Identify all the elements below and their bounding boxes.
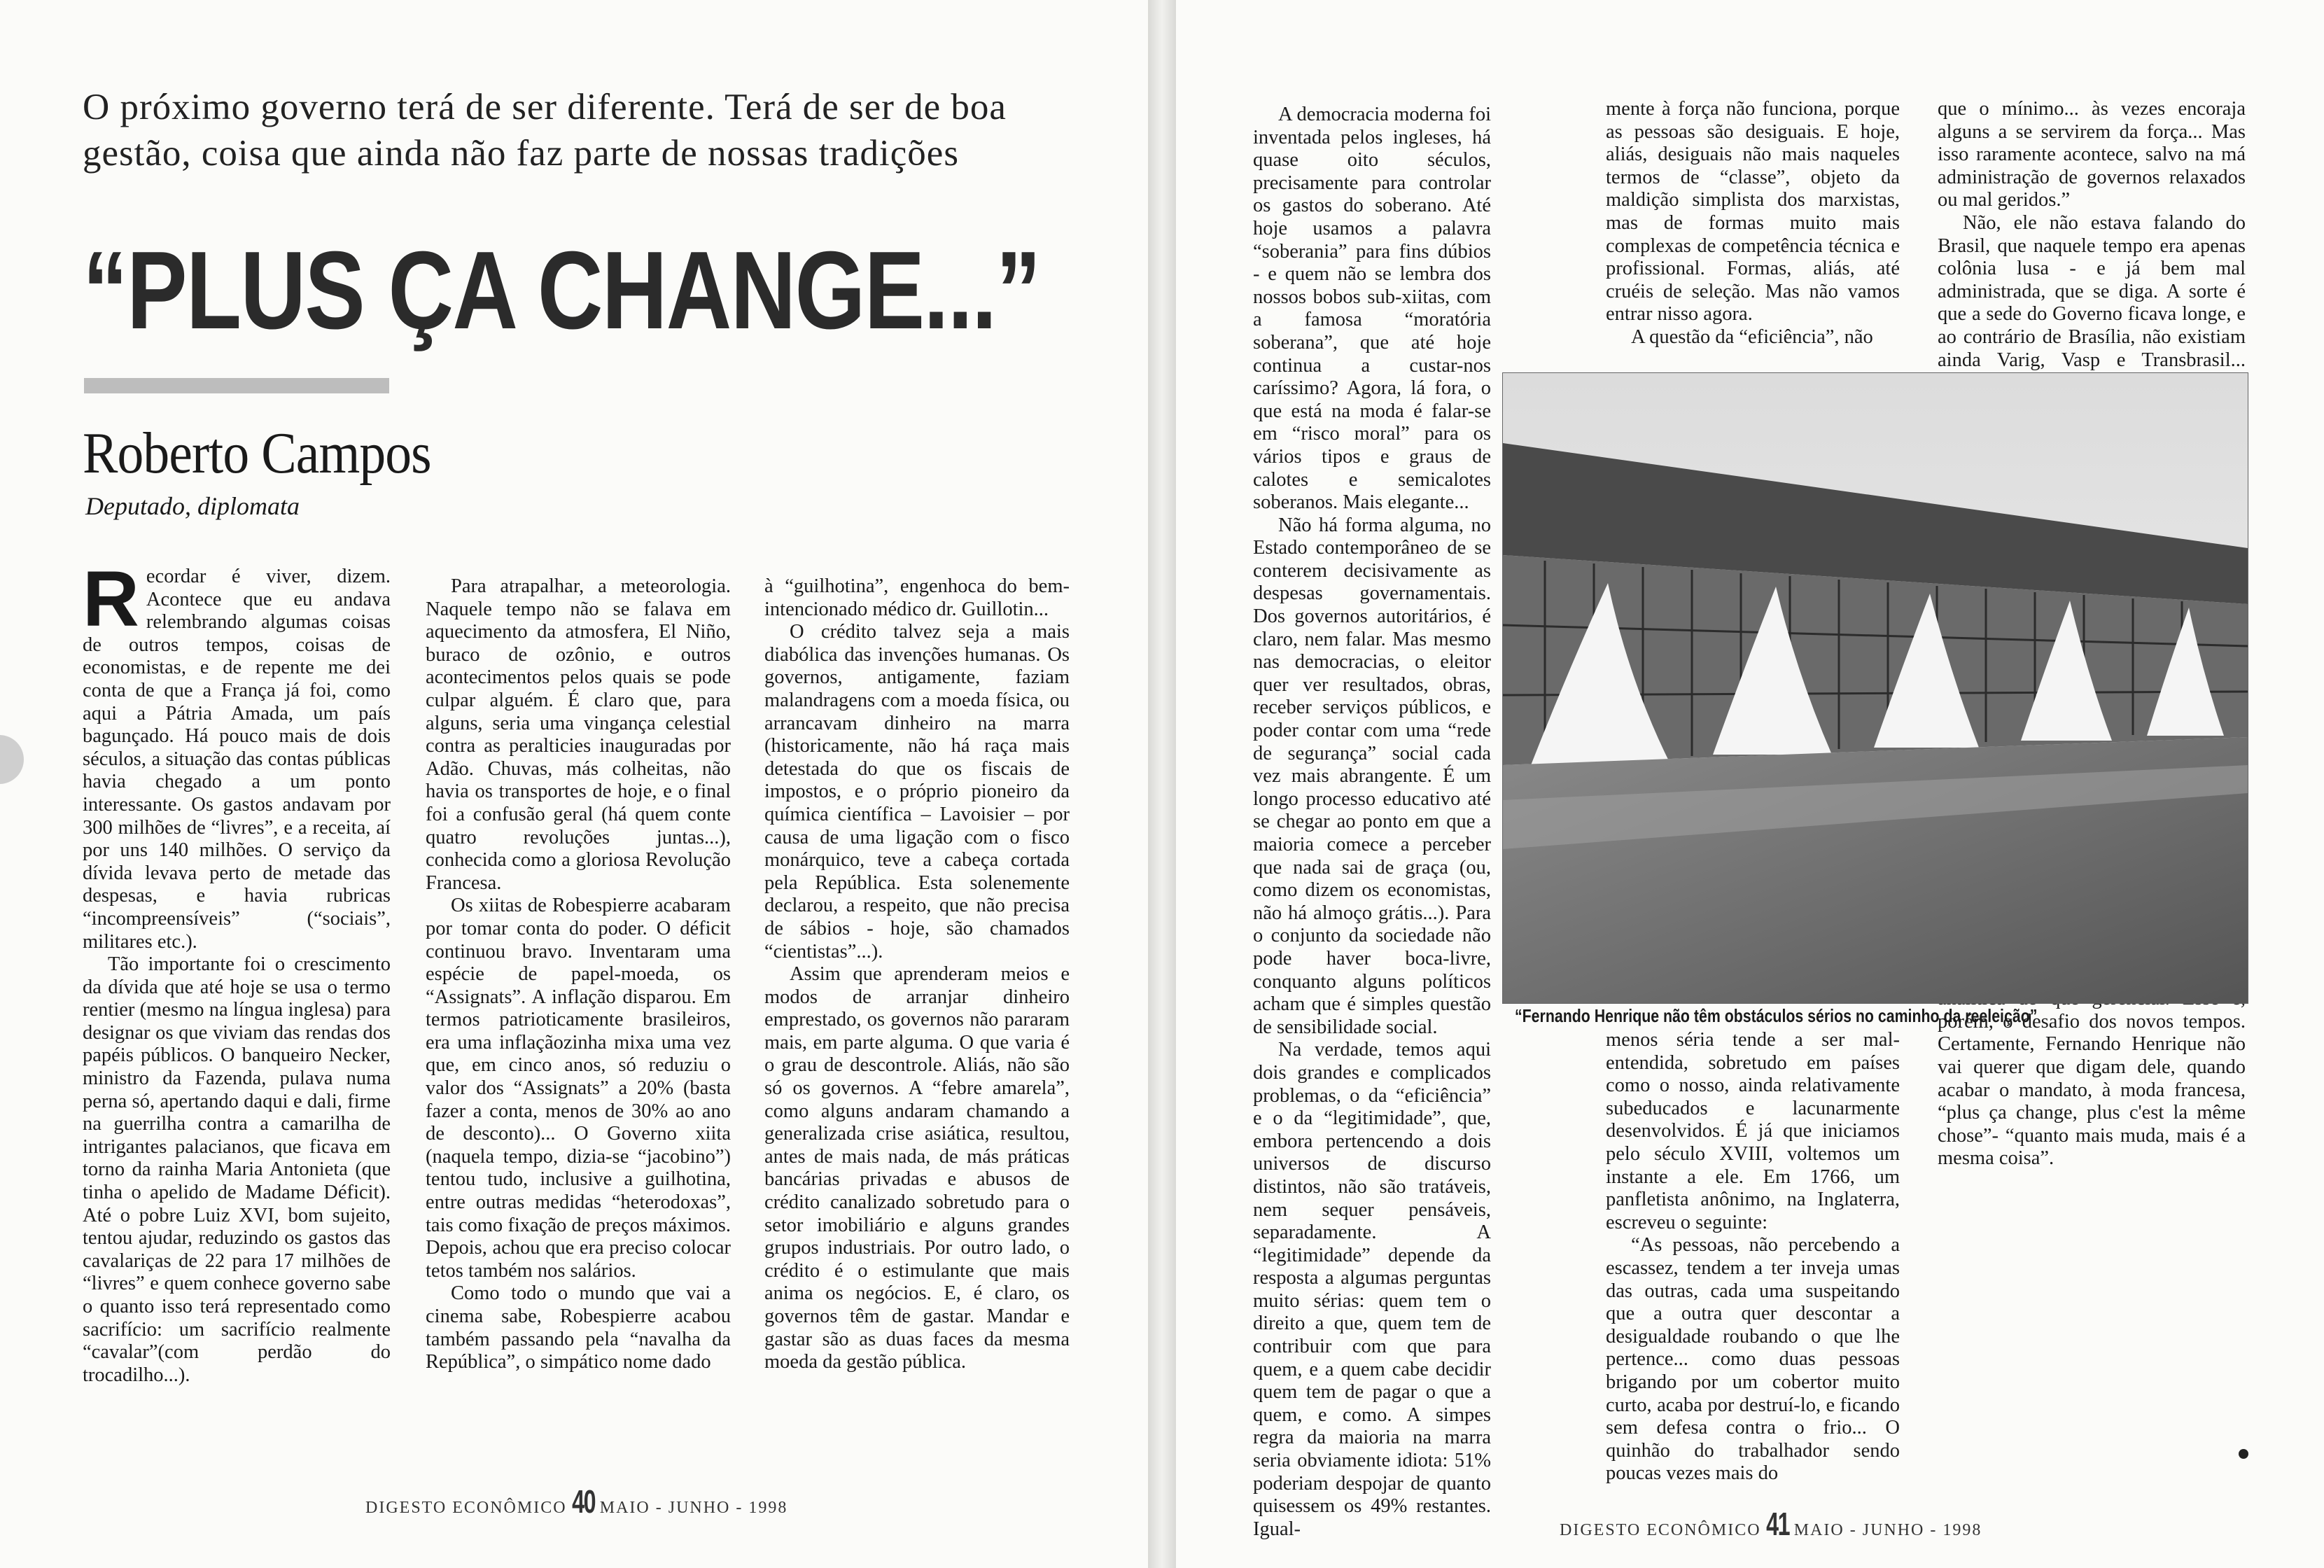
author-role: Deputado, diplomata xyxy=(85,492,300,520)
left-column-2 xyxy=(426,575,731,1374)
article-deck: O próximo governo terá de ser diferente. Terá de ser de boa gestão, coisa que ainda não faz parte de nossas tradições xyxy=(83,87,1007,174)
magazine-name: DIGESTO ECONÔMICO xyxy=(1560,1521,1761,1539)
paragraph: Não há forma alguma, no Estado contemporâneo de se conterem decisivamente as despesas governamentais. Dos governos autoritários, é claro, nem falar. Mas mesmo nas democracias, o eleitor quer ver resultados, obras, receber serviços públicos, e poder contar com uma “rede de segurança” social cada vez mais abrangente. É um longo processo educativo até se chegar ao ponto em que a maioria comece a perceber que nada sai de graça (ou, como dizem os economistas, não há almoço grátis...). Para o conjunto da sociedade não pode haver boca-livre, conquanto alguns políticos acham que é simples questão de sensibilidade social. xyxy=(1253,514,1491,1038)
paragraph: Assim que aprenderam meios e modos de arranjar dinheiro emprestado, os governos não pararam mais, em parte alguma. O que varia é o grau de descontrole. Aliás, não são só os governos. A “febre amarela”, como alguns andaram chamando a generalizada crise asiática, resultou, antes de mais nada, de más práticas bancárias privadas e abusos de crédito canalizado sobretudo para o setor imobiliário e alguns grandes grupos industriais. Por outro lado, o crédito é o estimulante que mais anima os negócios. E, é claro, os governos têm de gastar. Mandar e gastar são as duas faces da mesma moeda da gestão pública. xyxy=(764,963,1070,1373)
page-footer xyxy=(365,1483,788,1520)
issue-date: MAIO - JUNHO - 1998 xyxy=(1793,1521,1982,1539)
author-name: Roberto Campos xyxy=(83,421,431,486)
right-page xyxy=(1176,0,2324,1568)
magazine-name: DIGESTO ECONÔMICO xyxy=(365,1499,567,1517)
right-column-1 xyxy=(1253,104,1491,1541)
issue-date: MAIO - JUNHO - 1998 xyxy=(599,1499,788,1517)
page-number: 40 xyxy=(571,1483,595,1520)
left-column-1 xyxy=(83,555,391,1387)
page-number: 41 xyxy=(1765,1506,1789,1542)
headline: “PLUS ÇA CHANGE...” xyxy=(83,229,1040,352)
paragraph: A democracia moderna foi inventada pelos ingleses, há quase oito séculos, precisamente para controlar os gastos do soberano. Até hoje usamos a palavra “soberania” para fins dúbios - e quem não se lembra dos nossos bobos sub-xiitas, com a famosa “moratória soberana”, que até hoje continua a custar-nos caríssimo? Agora, lá fora, o que está na moda é falar-se em “risco moral” para os vários tipos e graus de calotes e semicalotes soberanos. Mais elegante... xyxy=(1253,104,1491,514)
photo-planalto-palace xyxy=(1502,372,2248,1004)
photo-caption: “Fernando Henrique não têm obstáculos sérios no caminho da reeleição” xyxy=(1515,1005,2038,1026)
right-column-2-bottom xyxy=(1606,1029,1900,1485)
paragraph: O crédito talvez seja a mais diabólica das invenções humanas. Os governos, antigamente, faziam malandragens com a moeda física, ou arrancavam dinheiro na marra (historicamente, não há raça mais detestada do que os fiscais de impostos, e o próprio pioneiro da química científica – Lavoisier – por causa de uma ligação com o fisco monárquico, teve a cabeça cortada pela República. Esta solenemente declarou, a respeito, que não precisa de sábios - hoje, são chamados “cientistas”...). xyxy=(764,621,1070,962)
paragraph: menos séria tende a ser mal-entendida, sobretudo em países como o nosso, ainda relativamente subeducados e lacunarmente desenvolvidos. É já que iniciamos pelo século XVIII, voltemos um instante a ele. Em 1766, um panfletista anônimo, na Inglaterra, escreveu o seguinte: xyxy=(1606,1029,1900,1233)
drop-cap: R xyxy=(83,555,139,643)
paragraph: Não, ele não estava falando do Brasil, que naquele tempo era apenas colônia lusa - e já bem mal administrada, que se diga. A sorte é que a sede do Governo ficava longe, e ao contrário de Brasília, não existiam ainda Varig, Vasp e Transbrasil... xyxy=(1938,211,2246,371)
decorative-rule xyxy=(84,378,389,393)
paragraph: à “guilhotina”, engenhoca do bem-intencionado médico dr. Guillotin... xyxy=(764,575,1070,620)
paragraph: Os xiitas de Robespierre acabaram por tomar conta do poder. O déficit continuou bravo. Inventaram uma espécie de papel-moeda, os “Assignats”. A inflação disparou. Em termos patrioticamente brasileiros, era uma inflaçãozinha mixa uma vez que, em cinco anos, só reduziu o valor dos “Assignats” a 20% (basta fazer a conta, menos de 30% ao ano de desconto)... O Governo xiita (naquela tempo, dizia-se “jacobino”) tentou tudo, inclusive a guilhotina, entre outras medidas “heterodoxas”, tais como fixação de preços máximos. Depois, achou que era preciso colocar tetos também nos salários. xyxy=(426,895,731,1282)
paragraph: porém, o desafio dos novos tempos. Certamente, Fernando Henrique não vai querer que digam dele, quando acabar o mandato, à moda francesa, “plus ça change, plus c'est la même chose”- “quanto mais muda, mais é a mesma coisa”. xyxy=(1938,1010,2246,1170)
paragraph: Como todo o mundo que vai a cinema sabe, Robespierre acabou também passando pela “navalha da República”, o simpático nome dado xyxy=(426,1282,731,1373)
building-illustration xyxy=(1503,373,2248,1003)
paragraph: mente à força não funciona, porque as pessoas são desiguais. E hoje, aliás, desiguais não mais naqueles termos de “classe”, objeto da maldição simplista dos marxistas, mas de formas muito mais complexas de competência técnica e profissional. Formas, aliás, até cruéis de seleção. Mas não vamos entrar nisso agora. xyxy=(1606,98,1900,326)
paragraph: Recordar é viver, dizem. Acontece que eu andava relembrando algumas coisas de outros tempos, coisas de economistas, e de repente me dei conta de que a França já foi, como aqui a Pátria Amada, um país bagunçado. Há pouco mais de dois séculos, a situação das contas públicas havia chegado a um ponto interessante. Os gastos andavam por 300 milhões de “livres”, e a receita, aí por uns 140 milhões. O serviço da dívida levava perto de metade das despesas, e havia rubricas “incompreensíveis” (“sociais”, militares etc.). xyxy=(83,555,391,953)
right-column-2-top xyxy=(1606,98,1900,349)
page-footer xyxy=(1560,1505,1982,1543)
quote-paragraph: “As pessoas, não percebendo a escassez, tendem a ter inveja umas das outras, cada uma suspeitando que a outra quer descontar a desigualdade roubando o que lhe pertence... como duas pessoas brigando por um cobertor muito curto, acaba por destruí-lo, e ficando sem defesa contra o frio... O quinhão do trabalhador sendo poucas vezes mais do xyxy=(1606,1234,1900,1485)
paragraph: Na verdade, temos aqui dois grandes e complicados problemas, o da “eficiência” e o da “legitimidade”, que, embora pertencendo a dois universos de discurso distintos, não são tratáveis, nem sequer pensáveis, separadamente. A “legitimidade” depende da resposta a algumas perguntas muito sérias: quem tem o direito a que, quem tem de contribuir com que para quem, e a quem cabe decidir quem tem de pagar o que a quem, e como. A simpes regra da maioria na marra seria obviamente idiota: 51% poderiam despojar de quanto quisessem os 49% restantes. Igual- xyxy=(1253,1039,1491,1540)
paragraph: Tão importante foi o crescimento da dívida que até hoje se usa o termo rentier (mesmo na língua inglesa) para designar os que viviam das rendas dos papéis públicos. O banqueiro Necker, ministro da Fazenda, pulava numa perna só, apertando daqui e dali, firme na guerrilha contra a camarilha de intrigantes palacianos, que ficava em torno da rainha Maria Antonieta (que tinha o apelido de Madame Déficit). Até o pobre Luiz XVI, bom sujeito, tentou ajudar, reduzindo os gastos das cavalariças de 22 para 17 milhões de “livres” e quem conhece governo sabe o quanto isso terá representado como sacrifício: um sacrifício realmente “cavalar”(com perdão do trocadilho...). xyxy=(83,953,391,1386)
paragraph: que o mínimo... às vezes encoraja alguns a se servirem da força... Mas isso raramente acontece, salvo na má administração de governos relaxados ou mal geridos.” xyxy=(1938,98,2246,211)
left-column-3 xyxy=(764,575,1070,1374)
paragraph: A questão da “eficiência”, não xyxy=(1631,326,1873,348)
left-page xyxy=(0,0,1148,1568)
spine-gutter xyxy=(1148,0,1176,1568)
end-mark xyxy=(2239,1449,2248,1459)
binder-hole xyxy=(0,735,24,784)
paragraph: Para atrapalhar, a meteorologia. Naquele tempo não se falava em aquecimento da atmosfera, El Niño, buraco de ozônio, e outros acontecimentos pelos quais se pode culpar alguém. É claro que, para alguns, seria uma vingança celestial contra as peralticies inauguradas por Adão. Chuvas, más colheitas, não havia os transportes de hoje, e o final foi a confusão geral (há quem conte quatro revoluções juntas...), conhecida como a gloriosa Revolução Francesa. xyxy=(426,575,731,894)
